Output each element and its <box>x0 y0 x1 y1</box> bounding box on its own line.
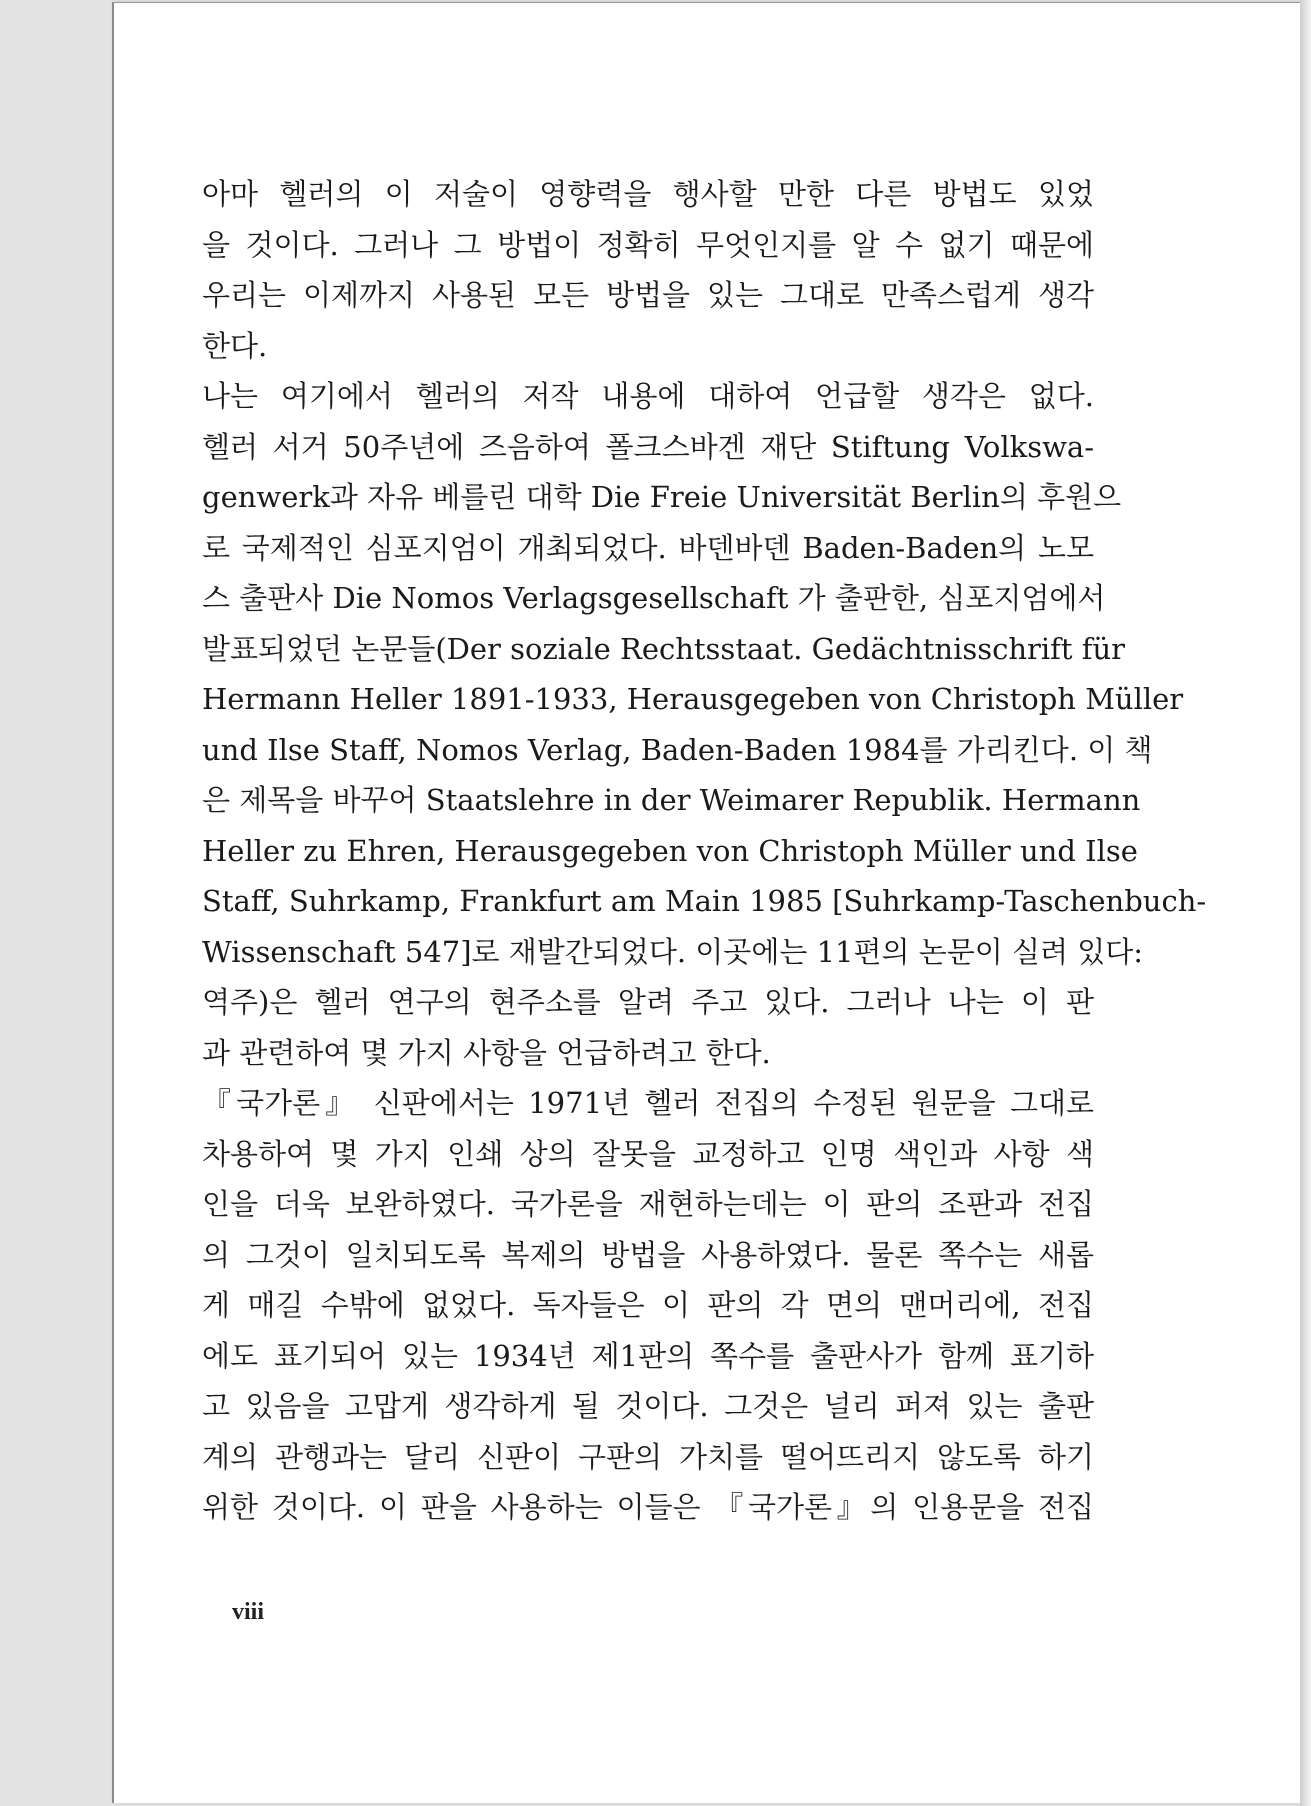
text-line: 『국가론』 신판에서는 1971년 헬러 전집의 수정된 원문을 그대로 <box>202 1086 1094 1120</box>
text-line: 인을 더욱 보완하였다. 국가론을 재현하는데는 이 판의 조판과 전집 <box>202 1187 1094 1221</box>
text-line: genwerk과 자유 베를린 대학 Die Freie Universität Berlin의 후원으 <box>202 480 1122 514</box>
text-line: 게 매길 수밖에 없었다. 독자들은 이 판의 각 면의 맨머리에, 전집 <box>202 1288 1094 1322</box>
text-line: 아마 헬러의 이 저술이 영향력을 행사할 만한 다른 방법도 있었 <box>202 177 1094 211</box>
text-line: 로 국제적인 심포지엄이 개최되었다. 바덴바덴 Baden-Baden의 노모 <box>202 530 1094 565</box>
text-line: 발표되었던 논문들(Der soziale Rechtsstaat. Gedächtnisschrift für <box>202 631 1126 666</box>
text-line: 스 출판사 Die Nomos Verlagsgesellschaft 가 출판한, 심포지엄에서 <box>202 581 1106 615</box>
text-line: 에도 표기되어 있는 1934년 제1판의 쪽수를 출판사가 함께 표기하 <box>202 1338 1094 1373</box>
text-line: 나는 여기에서 헬러의 저작 내용에 대하여 언급할 생각은 없다. <box>202 379 1094 413</box>
text-line: 한다. <box>202 328 268 363</box>
text-line: Hermann Heller 1891-1933, Herausgegeben von Christoph Müller <box>202 682 1184 716</box>
page-number: viii <box>232 1599 265 1625</box>
text-line: 헬러 서거 50주년에 즈음하여 폴크스바겐 재단 Stiftung Volkswa- <box>202 429 1094 464</box>
text-line: 의 그것이 일치되도록 복제의 방법을 사용하였다. 물론 쪽수는 새롭 <box>202 1237 1094 1272</box>
text-line: 과 관련하여 몇 가지 사항을 언급하려고 한다. <box>202 1035 771 1070</box>
text-line: 을 것이다. 그러나 그 방법이 정확히 무엇인지를 알 수 없기 때문에 <box>202 227 1094 262</box>
text-line: 위한 것이다. 이 판을 사용하는 이들은 『국가론』의 인용문을 전집 <box>202 1490 1094 1524</box>
document-page <box>112 2 1302 1803</box>
text-line: 역주)은 헬러 연구의 현주소를 알려 주고 있다. 그러나 나는 이 판 <box>202 985 1094 1019</box>
text-line: 고 있음을 고맙게 생각하게 될 것이다. 그것은 널리 퍼져 있는 출판 <box>202 1389 1094 1423</box>
text-line: 차용하여 몇 가지 인쇄 상의 잘못을 교정하고 인명 색인과 사항 색 <box>202 1136 1094 1171</box>
text-line: und Ilse Staff, Nomos Verlag, Baden-Baden 1984를 가리킨다. 이 책 <box>202 732 1153 767</box>
page-edge-shadow <box>1300 0 1311 1806</box>
text-line: Wissenschaft 547]로 재발간되었다. 이곳에는 11편의 논문이 실려 있다: <box>202 934 1144 969</box>
text-line: 계의 관행과는 달리 신판이 구판의 가치를 떨어뜨리지 않도록 하기 <box>202 1439 1094 1474</box>
text-line: 은 제목을 바꾸어 Staatslehre in der Weimarer Republik. Hermann <box>202 783 1141 817</box>
text-line: Heller zu Ehren, Herausgegeben von Christoph Müller und Ilse <box>202 833 1138 868</box>
text-line: Staff, Suhrkamp, Frankfurt am Main 1985 [Suhrkamp-Taschenbuch- <box>202 884 1207 918</box>
text-line: 우리는 이제까지 사용된 모든 방법을 있는 그대로 만족스럽게 생각 <box>202 278 1094 312</box>
body-text <box>202 169 1207 1533</box>
